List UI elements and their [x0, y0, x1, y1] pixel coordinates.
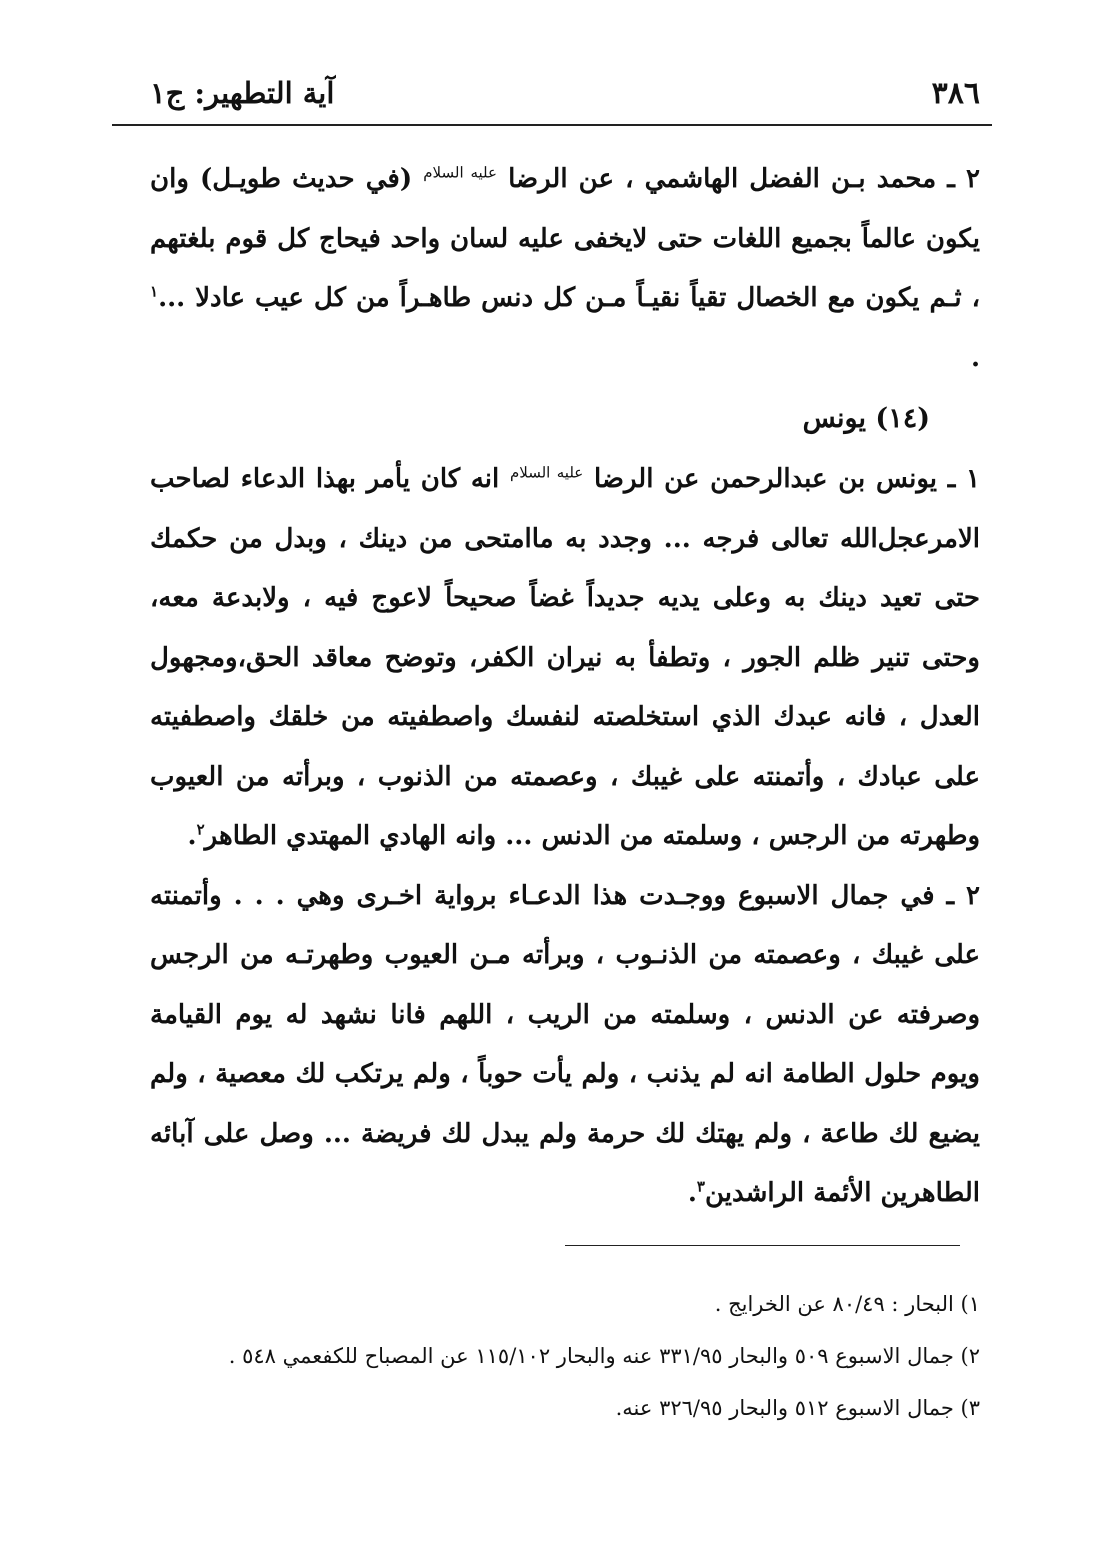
footnote-2: ٢) جمال الاسبوع ٥٠٩ والبحار ٣٣١/٩٥ عنه والبحار ١١٥/١٠٢ عن المصباح للكفعمي ٥٤٨ . [228, 1344, 980, 1368]
section-heading: (١٤) يونس [802, 403, 930, 434]
paragraph-text: ٢ ـ في جمال الاسبوع ووجـدت هذا الدعـاء برواية اخـرى وهي . . . وأتمنته على غيبك ، وعصمته من الذنـوب ، وبرأته مـن العيوب وطهرتـه من الرجس وصرفته عن الدنس ، وسلمته من الريب ، اللهم فانا نشهد له يوم القيامة ويوم حلول الطامة انه لم يذنب ، ولم يأت حوباً ، ولم يرتكب لك معصية ، ولم يضيع لك طاعة ، ولم يهتك لك حرمة ولم يبدل لك فريضة ... وصل على آبائه الطاهرين الأئمة الراشدين [150, 880, 980, 1208]
paragraph-end: . [687, 1178, 697, 1208]
honorific-glyph: عليه السلام [509, 463, 584, 482]
paragraph-text: (في حديث طويـل) وان يكون عالماً بجميع اللغات حتى لايخفى عليه لسان واحد فيحاج كل قوم بلغتهم ، ثـم يكون مع الخصال تقياً نقيـاً مـن كل دنس طاهـراً من كل عيب عادلا ... [150, 164, 980, 313]
paragraph-hadith-2 [150, 150, 980, 388]
running-title: آية التطهير: ج١ [150, 76, 335, 110]
honorific-glyph: عليه السلام [423, 163, 497, 182]
page-header [150, 68, 980, 118]
paragraph-text: انه كان يأمر بهذا الدعاء لصاحب الامرعجل‌الله تعالى فرجه ... وجدد به ماامتحى من دينك ، وبدل من حكمك حتى تعيد دينك به وعلى يديه جديداً غضاً صحيحاً لاعوج فيه ، ولابدعة معه، وحتى تنير ظلم الجور ، وتطفأ به نيران الكفر، وتوضح معاقد الحق،ومجهول العدل ، فانه عبدك الذي استخلصته لنفسك واصطفيته من خلقك واصطفيته على عبادك ، وأتمنته على غيبك ، وعصمته من الذنوب ، وبرأته من العيوب وطهرته من الرجس ، وسلمته من الدنس ... وانه الهادي المهتدي الطاهر [150, 464, 980, 851]
paragraph-text: ١ ـ يونس بن عبدالرحمن عن الرضا [583, 464, 981, 494]
footnote-ref: ١ [150, 282, 159, 301]
paragraph-yunus-2 [150, 867, 980, 1224]
paragraph-text: ٢ ـ محمد بـن الفضل الهاشمي ، عن الرضا [496, 164, 980, 194]
footnote-3: ٣) جمال الاسبوع ٥١٢ والبحار ٣٢٦/٩٥ عنه. [615, 1396, 980, 1420]
paragraph-end: . [187, 821, 197, 851]
footnote-rule [565, 1245, 960, 1246]
footnote-1: ١) البحار : ٨٠/٤٩ عن الخرايج . [714, 1292, 980, 1316]
paragraph-end: . [970, 342, 980, 373]
paragraph-yunus-1 [150, 450, 980, 867]
footnotes [140, 1282, 980, 1430]
page-number: ٣٨٦ [931, 75, 980, 111]
footnote-ref: ٣ [696, 1177, 705, 1196]
header-rule [112, 124, 992, 126]
main-text [150, 150, 980, 1224]
footnote-ref: ٢ [196, 820, 205, 839]
